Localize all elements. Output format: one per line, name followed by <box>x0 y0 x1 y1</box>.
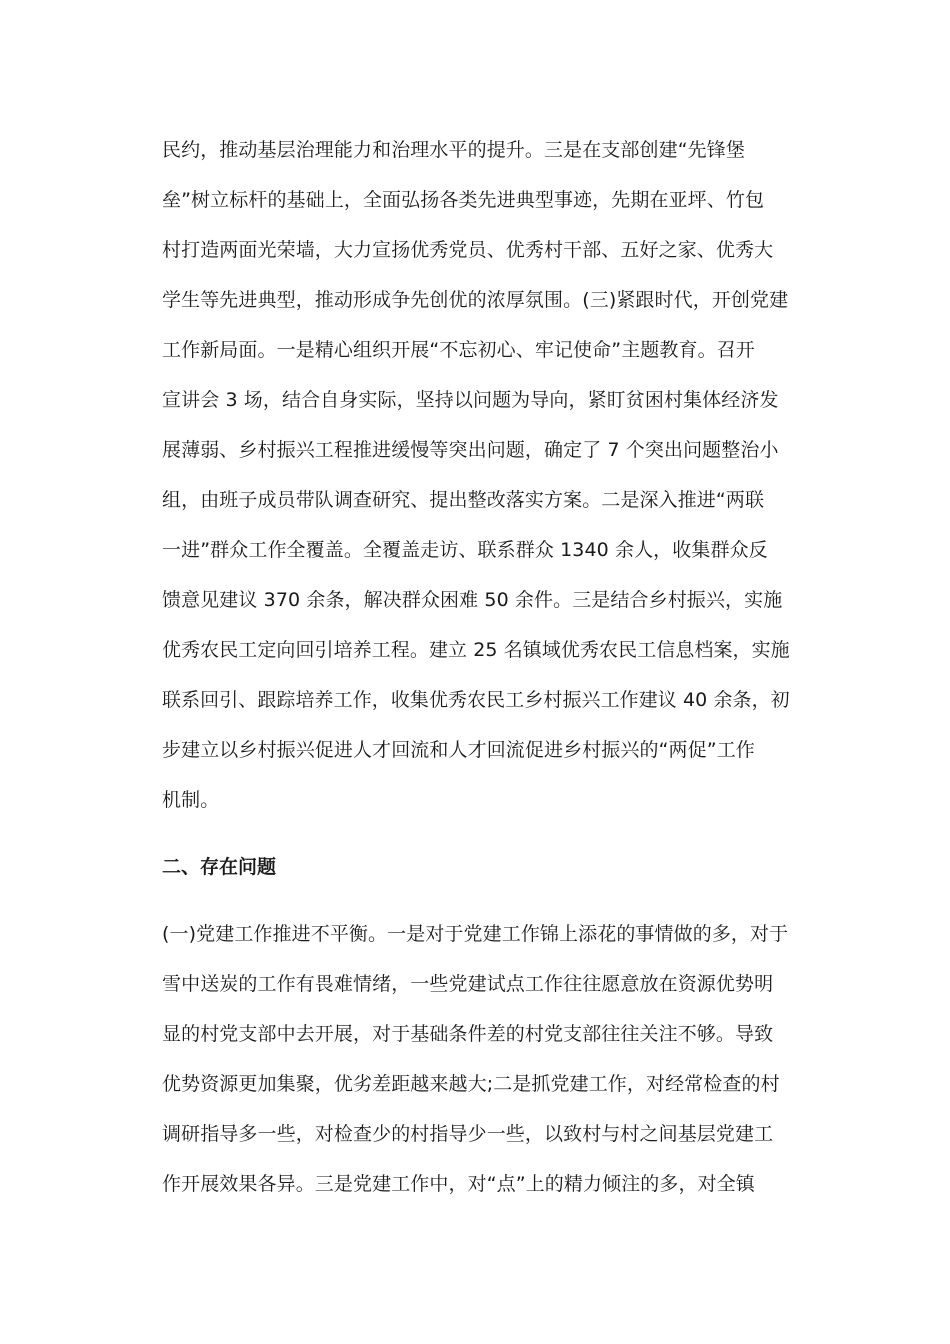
paragraph-line: 馈意见建议 370 余条，解决群众困难 50 余件。三是结合乡村振兴，实施 <box>162 589 783 611</box>
paragraph-line: 一进”群众工作全覆盖。全覆盖走访、联系群众 1340 余人，收集群众反 <box>162 539 768 561</box>
paragraph-line: 雪中送炭的工作有畏难情绪，一些党建试点工作往往愿意放在资源优势明 <box>162 973 774 995</box>
paragraph-line: 作开展效果各异。三是党建工作中，对“点”上的精力倾注的多，对全镇 <box>162 1173 755 1195</box>
paragraph-line: 机制。 <box>162 789 220 811</box>
paragraph-line: 工作新局面。一是精心组织开展“不忘初心、牢记使命”主题教育。召开 <box>162 339 755 361</box>
paragraph-line: 步建立以乡村振兴促进人才回流和人才回流促进乡村振兴的“两促”工作 <box>162 739 755 761</box>
paragraph-line: 调研指导多一些，对检查少的村指导少一些，以致村与村之间基层党建工 <box>162 1123 774 1145</box>
paragraph-line: 宣讲会 3 场，结合自身实际，坚持以问题为导向，紧盯贫困村集体经济发 <box>162 389 779 411</box>
paragraph-line: 垒”树立标杆的基础上，全面弘扬各类先进典型事迹，先期在亚坪、竹包 <box>162 189 765 211</box>
paragraph-line: 优秀农民工定向回引培养工程。建立 25 名镇域优秀农民工信息档案，实施 <box>162 639 790 661</box>
section-heading: 二、存在问题 <box>162 856 277 878</box>
paragraph-line: 联系回引、跟踪培养工作，收集优秀农民工乡村振兴工作建议 40 余条，初 <box>162 689 790 711</box>
paragraph-line: 民约，推动基层治理能力和治理水平的提升。三是在支部创建“先锋堡 <box>162 139 745 161</box>
paragraph-line: 展薄弱、乡村振兴工程推进缓慢等突出问题，确定了 7 个突出问题整治小 <box>162 439 779 461</box>
paragraph-line: (一)党建工作推进不平衡。一是对于党建工作锦上添花的事情做的多，对于 <box>162 923 789 945</box>
paragraph-line: 组，由班子成员带队调查研究、提出整改落实方案。二是深入推进“两联 <box>162 489 765 511</box>
paragraph-line: 优势资源更加集聚，优劣差距越来越大;二是抓党建工作，对经常检查的村 <box>162 1073 780 1095</box>
paragraph-line: 学生等先进典型，推动形成争先创优的浓厚氛围。(三)紧跟时代，开创党建 <box>162 289 789 311</box>
paragraph-line: 村打造两面光荣墙，大力宣扬优秀党员、优秀村干部、五好之家、优秀大 <box>162 239 774 261</box>
paragraph-line: 显的村党支部中去开展，对于基础条件差的村党支部往往关注不够。导致 <box>162 1023 774 1045</box>
